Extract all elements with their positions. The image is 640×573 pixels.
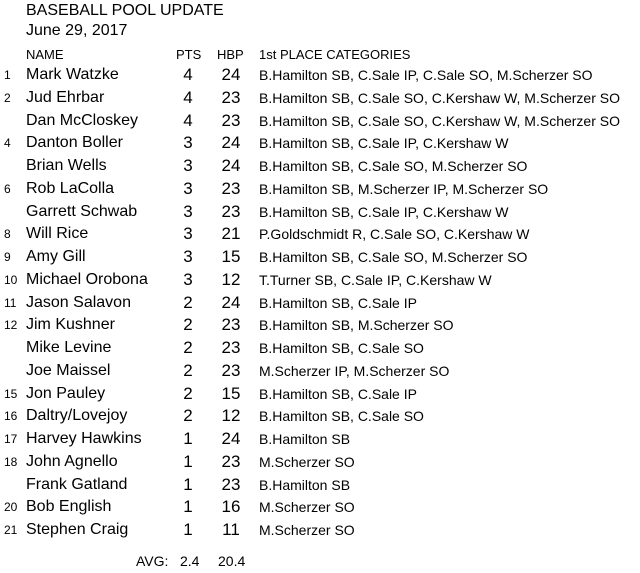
categories-cell: B.Hamilton SB, C.Sale SO [259, 340, 424, 356]
table-row [0, 360, 640, 383]
hbp-cell: 23 [221, 338, 241, 357]
categories-cell: B.Hamilton SB, C.Sale IP, C.Kershaw W [259, 203, 509, 220]
hbp-cell: 23 [221, 87, 241, 107]
hbp-cell: 24 [221, 65, 241, 84]
hbp-cell: 12 [221, 269, 241, 289]
points-cell: 3 [183, 247, 193, 266]
categories-cell: B.Hamilton SB, C.Sale SO, M.Scherzer SO [259, 158, 528, 174]
rank-cell: 10 [4, 272, 18, 287]
points-cell: 3 [183, 178, 193, 198]
averages-label: AVG: [136, 553, 169, 569]
table-row [0, 178, 640, 201]
points-cell: 2 [183, 383, 193, 403]
points-cell: 1 [183, 520, 193, 539]
points-cell: 1 [183, 497, 193, 517]
player-name: Frank Gatland [26, 475, 128, 493]
table-row [0, 451, 640, 474]
table-row [0, 223, 640, 246]
categories-cell: B.Hamilton SB, C.Sale SO, M.Scherzer SO [259, 249, 528, 265]
rank-cell: 11 [4, 295, 17, 310]
player-name: Joe Maissel [26, 361, 111, 379]
categories-cell: B.Hamilton SB, C.Sale SO [259, 408, 424, 425]
hbp-cell: 23 [221, 178, 241, 198]
points-cell: 2 [183, 406, 193, 426]
rank-cell: 1 [4, 68, 11, 82]
rank-cell: 17 [4, 432, 18, 446]
rank-cell: 8 [4, 227, 11, 242]
column-header-hbp: HBP [217, 47, 244, 62]
average-hbp: 20.4 [218, 553, 246, 569]
table-row [0, 519, 640, 542]
points-cell: 2 [183, 338, 193, 357]
categories-cell: B.Hamilton SB, C.Sale IP, C.Sale SO, M.Scherzer SO [259, 67, 593, 83]
player-name: Will Rice [26, 225, 89, 243]
rank-cell: 12 [4, 318, 18, 333]
table-row [0, 155, 640, 178]
rank-cell: 9 [4, 250, 11, 264]
table-row [0, 337, 640, 360]
points-cell: 2 [183, 292, 193, 312]
categories-cell: B.Hamilton SB [259, 476, 351, 493]
points-cell: 3 [183, 156, 193, 175]
hbp-cell: 23 [221, 315, 241, 335]
rank-cell: 21 [4, 523, 18, 537]
hbp-cell: 23 [221, 360, 241, 380]
categories-cell: B.Hamilton SB, M.Scherzer SO [259, 317, 454, 334]
hbp-cell: 12 [221, 406, 241, 426]
points-cell: 3 [183, 133, 193, 153]
hbp-cell: 24 [221, 133, 241, 153]
player-name: Michael Orobona [26, 270, 148, 288]
player-name: Harvey Hawkins [26, 430, 142, 447]
categories-cell: M.Scherzer SO [259, 499, 355, 516]
hbp-cell: 11 [222, 520, 240, 539]
table-row [0, 132, 640, 155]
hbp-cell: 15 [221, 247, 241, 266]
rank-cell: 16 [4, 409, 18, 424]
categories-cell: B.Hamilton SB [259, 431, 351, 447]
points-cell: 4 [183, 110, 193, 130]
player-name: Jon Pauley [26, 384, 106, 402]
hbp-cell: 23 [221, 451, 241, 471]
categories-cell: B.Hamilton SB, C.Sale SO, C.Kershaw W, M.Scherzer SO [259, 89, 620, 106]
points-cell: 4 [183, 87, 193, 107]
points-cell: 1 [183, 429, 193, 448]
categories-cell: B.Hamilton SB, M.Scherzer IP, M.Scherzer SO [259, 180, 549, 197]
points-cell: 3 [183, 224, 193, 244]
average-pts: 2.4 [180, 553, 200, 569]
player-name: Mike Levine [26, 339, 112, 356]
categories-cell: B.Hamilton SB, C.Sale IP [259, 385, 417, 402]
hbp-cell: 23 [221, 110, 241, 130]
table-row [0, 201, 640, 224]
player-name: John Agnello [26, 452, 118, 470]
player-name: Rob LaColla [26, 179, 115, 197]
points-cell: 4 [183, 65, 193, 84]
table-row [0, 428, 640, 451]
hbp-cell: 15 [221, 383, 241, 403]
player-name: Bob English [26, 498, 112, 516]
rank-cell: 20 [4, 500, 18, 515]
categories-cell: M.Scherzer SO [259, 522, 355, 538]
categories-cell: P.Goldschmidt R, C.Sale SO, C.Kershaw W [259, 226, 530, 243]
update-date: June 29, 2017 [26, 22, 128, 39]
hbp-cell: 21 [221, 224, 241, 244]
table-row [0, 474, 640, 497]
points-cell: 2 [183, 315, 193, 335]
player-name: Stephen Craig [26, 521, 129, 538]
table-row [0, 87, 640, 110]
page-title: BASEBALL POOL UPDATE [26, 2, 224, 19]
table-row [0, 496, 640, 519]
categories-cell: B.Hamilton SB, C.Sale SO, C.Kershaw W, M.Scherzer SO [259, 112, 620, 129]
player-name: Daltry/Lovejoy [26, 407, 128, 425]
points-cell: 3 [183, 201, 193, 221]
player-name: Jason Salavon [26, 293, 131, 311]
player-name: Garrett Schwab [26, 202, 138, 220]
rank-cell: 2 [4, 90, 11, 105]
column-header-name: NAME [26, 47, 64, 62]
player-name: Danton Boller [26, 134, 123, 152]
standings-table [0, 64, 640, 542]
categories-cell: B.Hamilton SB, C.Sale IP [259, 294, 417, 311]
table-row [0, 269, 640, 292]
player-name: Dan McCloskey [26, 111, 139, 129]
categories-cell: B.Hamilton SB, C.Sale IP, C.Kershaw W [259, 135, 509, 152]
table-row [0, 405, 640, 428]
hbp-cell: 24 [221, 292, 241, 312]
player-name: Jim Kushner [26, 316, 115, 334]
hbp-cell: 23 [221, 201, 241, 221]
hbp-cell: 24 [221, 156, 241, 175]
player-name: Brian Wells [26, 157, 107, 174]
rank-cell: 4 [4, 136, 11, 151]
points-cell: 1 [183, 474, 193, 494]
rank-cell: 15 [4, 386, 18, 401]
player-name: Amy Gill [26, 248, 86, 265]
table-row [0, 383, 640, 406]
table-row [0, 292, 640, 315]
hbp-cell: 24 [221, 429, 241, 448]
points-cell: 3 [183, 269, 193, 289]
points-cell: 2 [183, 360, 193, 380]
hbp-cell: 16 [221, 497, 241, 517]
column-header-pts: PTS [176, 47, 202, 62]
points-cell: 1 [183, 451, 193, 471]
categories-cell: T.Turner SB, C.Sale IP, C.Kershaw W [259, 271, 492, 288]
table-row [0, 110, 640, 133]
table-row [0, 64, 640, 87]
player-name: Jud Ehrbar [26, 88, 105, 106]
categories-cell: M.Scherzer SO [259, 453, 355, 470]
table-row [0, 246, 640, 269]
categories-cell: M.Scherzer IP, M.Scherzer SO [259, 362, 450, 379]
hbp-cell: 23 [221, 474, 241, 494]
player-name: Mark Watzke [26, 66, 119, 83]
rank-cell: 18 [4, 454, 18, 469]
column-header-categories: 1st PLACE CATEGORIES [259, 47, 411, 62]
table-row [0, 314, 640, 337]
rank-cell: 6 [4, 181, 11, 196]
